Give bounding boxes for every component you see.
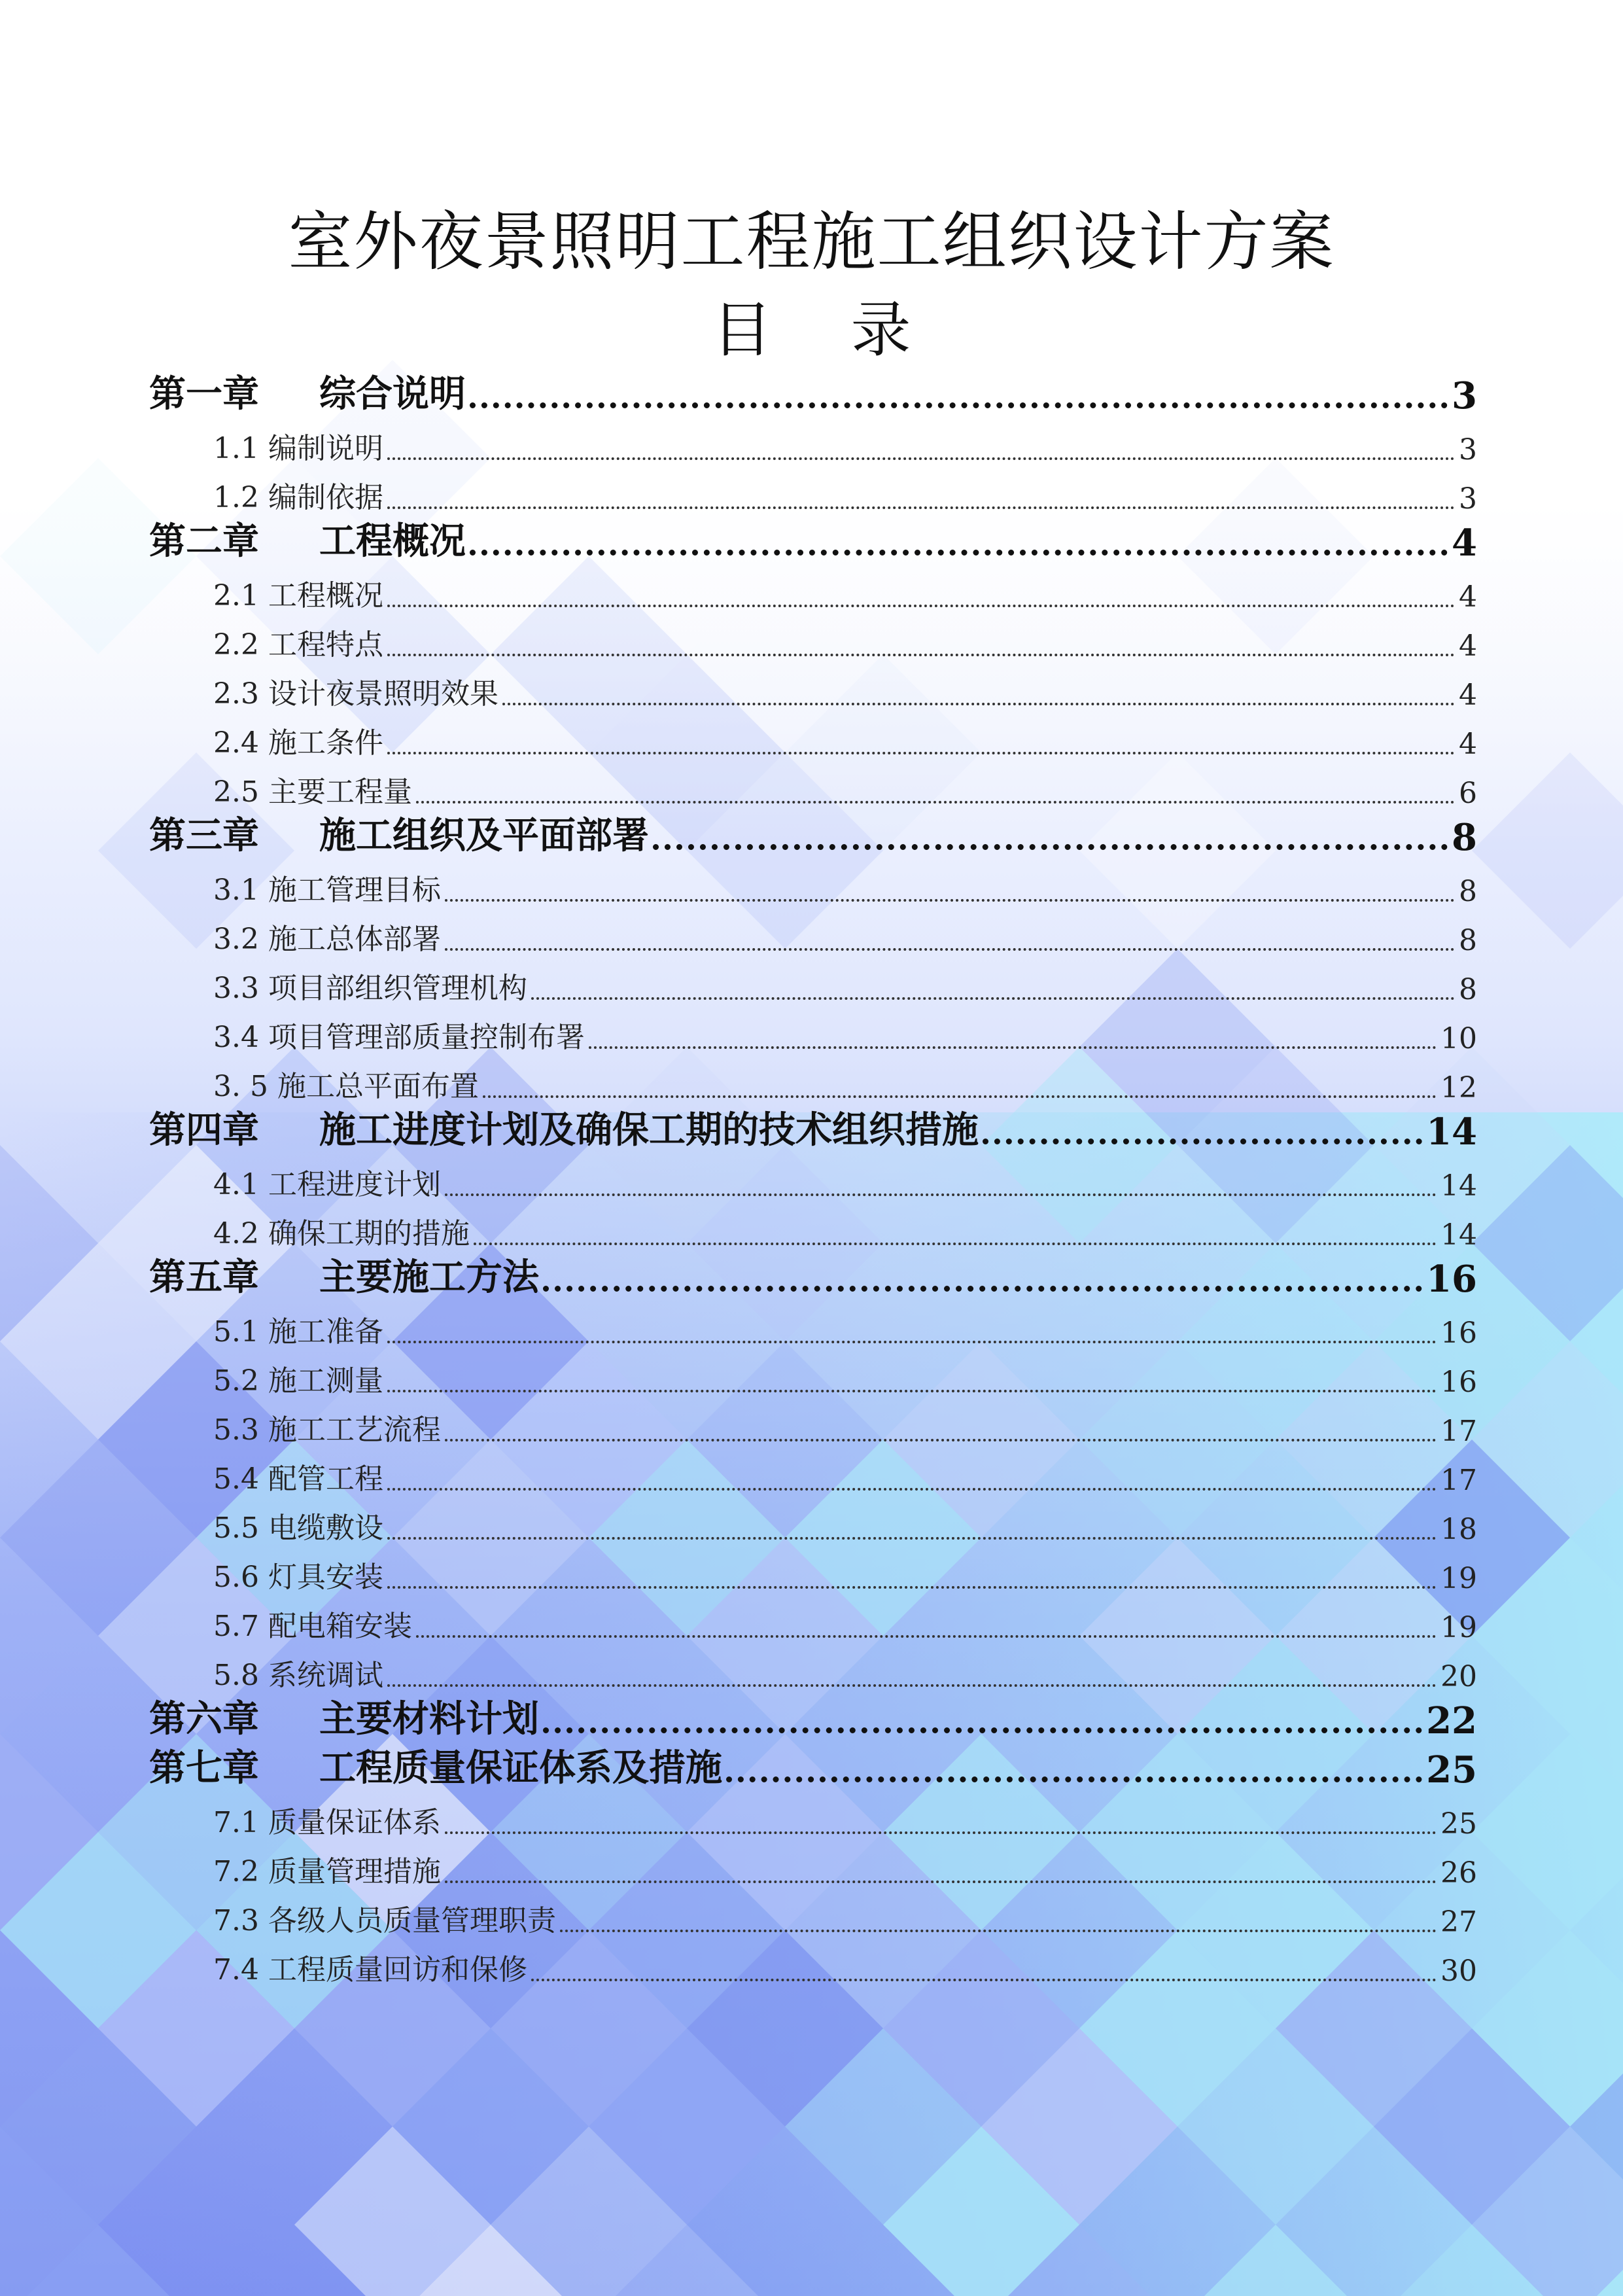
page-number: 12 <box>1440 1071 1477 1104</box>
section-title: 5.3 施工工艺流程 <box>213 1413 441 1447</box>
page-number: 25 <box>1440 1807 1477 1841</box>
dot-leader <box>543 1286 1422 1292</box>
dot-leader <box>470 550 1448 556</box>
chapter-number: 第五章 <box>149 1256 259 1299</box>
page-number: 8 <box>1452 816 1477 859</box>
section-title: 7.4 工程质量回访和保修 <box>213 1953 527 1987</box>
section-title: 7.1 质量保证体系 <box>213 1806 441 1839</box>
page-number: 3 <box>1459 433 1477 467</box>
dot-leader <box>445 1439 1437 1441</box>
dot-leader <box>387 457 1455 460</box>
page-number: 4 <box>1452 521 1477 565</box>
page-number: 4 <box>1459 728 1477 761</box>
page-number: 3 <box>1452 374 1477 417</box>
dot-leader <box>470 402 1448 408</box>
page-number: 22 <box>1426 1699 1477 1742</box>
toc-section-entry[interactable] <box>149 417 1477 467</box>
toc-heading-left: 目 <box>712 295 773 365</box>
section-title: 1.1 编制说明 <box>213 432 383 465</box>
page-number: 8 <box>1459 875 1477 908</box>
dot-leader <box>387 1684 1437 1687</box>
dot-leader <box>483 1095 1437 1098</box>
section-title: 2.1 工程概况 <box>213 579 383 612</box>
page-number: 3 <box>1459 482 1477 516</box>
toc-section-entry[interactable] <box>149 1546 1477 1595</box>
section-title: 3.1 施工管理目标 <box>213 874 441 907</box>
toc-section-entry[interactable] <box>149 467 1477 516</box>
section-title: 5.2 施工测量 <box>213 1364 383 1398</box>
toc-chapter-entry[interactable] <box>149 810 1477 859</box>
toc-section-entry[interactable] <box>149 1203 1477 1252</box>
toc-section-entry[interactable] <box>149 565 1477 614</box>
page-number: 4 <box>1459 629 1477 663</box>
toc-section-entry[interactable] <box>149 1350 1477 1399</box>
chapter-title: 综合说明 <box>319 372 466 415</box>
toc-section-entry[interactable] <box>149 1890 1477 1939</box>
toc-chapter-entry[interactable] <box>149 368 1477 417</box>
page-number: 6 <box>1459 777 1477 810</box>
toc-section-entry[interactable] <box>149 957 1477 1006</box>
section-title: 1.2 编制依据 <box>213 481 383 514</box>
chapter-title: 工程质量保证体系及措施 <box>319 1746 722 1790</box>
section-title: 4.2 确保工期的措施 <box>213 1217 470 1250</box>
toc-section-entry[interactable] <box>149 1497 1477 1546</box>
page-number: 27 <box>1440 1905 1477 1939</box>
page-number: 14 <box>1426 1110 1477 1154</box>
section-title: 2.5 主要工程量 <box>213 775 412 809</box>
chapter-title: 主要材料计划 <box>319 1697 539 1740</box>
chapter-number: 第一章 <box>149 372 259 415</box>
page-number: 17 <box>1440 1415 1477 1448</box>
toc-heading-right: 录 <box>850 295 911 365</box>
dot-leader <box>531 997 1455 1000</box>
section-title: 2.4 施工条件 <box>213 726 383 760</box>
chapter-title: 工程概况 <box>319 520 466 563</box>
toc-section-entry[interactable] <box>149 859 1477 908</box>
toc-section-entry[interactable] <box>149 614 1477 663</box>
dot-leader <box>416 801 1455 804</box>
dot-leader <box>387 506 1455 509</box>
toc-section-entry[interactable] <box>149 761 1477 810</box>
section-title: 7.2 质量管理措施 <box>213 1855 441 1888</box>
section-title: 5.7 配电箱安装 <box>213 1610 412 1643</box>
toc-section-entry[interactable] <box>149 1595 1477 1644</box>
page-number: 14 <box>1440 1169 1477 1203</box>
page-number: 30 <box>1440 1954 1477 1988</box>
toc-section-entry[interactable] <box>149 1301 1477 1350</box>
section-title: 4.1 工程进度计划 <box>213 1168 441 1201</box>
table-of-contents <box>149 368 1477 1988</box>
toc-chapter-entry[interactable] <box>149 1693 1477 1742</box>
toc-section-entry[interactable] <box>149 1399 1477 1448</box>
dot-leader <box>726 1776 1422 1782</box>
dot-leader <box>474 1243 1437 1245</box>
dot-leader <box>387 752 1455 754</box>
dot-leader <box>445 1831 1437 1834</box>
chapter-number: 第七章 <box>149 1746 259 1790</box>
page-number: 14 <box>1440 1218 1477 1252</box>
dot-leader <box>531 1979 1437 1981</box>
section-title: 3. 5 施工总平面布置 <box>213 1070 479 1103</box>
section-title: 2.2 工程特点 <box>213 628 383 662</box>
page-number: 25 <box>1426 1748 1477 1792</box>
chapter-number: 第二章 <box>149 520 259 563</box>
dot-leader <box>653 844 1448 850</box>
dot-leader <box>387 1488 1437 1491</box>
toc-section-entry[interactable] <box>149 663 1477 712</box>
section-title: 5.8 系统调试 <box>213 1659 383 1692</box>
section-title: 5.1 施工准备 <box>213 1315 383 1349</box>
section-title: 5.5 电缆敷设 <box>213 1511 383 1545</box>
dot-leader <box>983 1139 1422 1144</box>
page-number: 26 <box>1440 1856 1477 1890</box>
toc-heading <box>0 288 1623 373</box>
chapter-title: 施工组织及平面部署 <box>319 814 649 857</box>
page-number: 16 <box>1440 1366 1477 1399</box>
toc-chapter-entry[interactable] <box>149 1252 1477 1301</box>
dot-leader <box>445 899 1455 902</box>
toc-section-entry[interactable] <box>149 1154 1477 1203</box>
section-title: 2.3 设计夜景照明效果 <box>213 677 498 711</box>
page-number: 8 <box>1459 973 1477 1006</box>
document-title: 室外夜景照明工程施工组织设计方案 <box>288 205 1335 279</box>
dot-leader <box>387 654 1455 656</box>
dot-leader <box>387 1341 1437 1343</box>
section-title: 3.2 施工总体部署 <box>213 923 441 956</box>
dot-leader <box>416 1635 1437 1638</box>
page-number: 16 <box>1440 1316 1477 1350</box>
dot-leader <box>560 1930 1437 1932</box>
page-number: 17 <box>1440 1464 1477 1497</box>
section-title: 7.3 各级人员质量管理职责 <box>213 1904 556 1937</box>
toc-section-entry[interactable] <box>149 1006 1477 1055</box>
toc-chapter-entry[interactable] <box>149 1742 1477 1792</box>
dot-leader <box>543 1727 1422 1733</box>
section-title: 5.6 灯具安装 <box>213 1561 383 1594</box>
chapter-number: 第三章 <box>149 814 259 857</box>
section-title: 3.4 项目管理部质量控制布署 <box>213 1021 585 1054</box>
toc-section-entry[interactable] <box>149 1644 1477 1693</box>
dot-leader <box>387 1537 1437 1540</box>
dot-leader <box>445 1193 1437 1196</box>
toc-chapter-entry[interactable] <box>149 516 1477 565</box>
page-number: 8 <box>1459 924 1477 957</box>
dot-leader <box>445 1881 1437 1883</box>
page-number: 19 <box>1440 1562 1477 1595</box>
page-number: 4 <box>1459 679 1477 712</box>
page-number: 10 <box>1440 1022 1477 1055</box>
toc-section-entry[interactable] <box>149 908 1477 957</box>
page-number: 18 <box>1440 1513 1477 1546</box>
toc-section-entry[interactable] <box>149 1939 1477 1988</box>
toc-section-entry[interactable] <box>149 1792 1477 1841</box>
chapter-number: 第四章 <box>149 1108 259 1152</box>
chapter-title: 施工进度计划及确保工期的技术组织措施 <box>319 1108 979 1152</box>
toc-chapter-entry[interactable] <box>149 1104 1477 1154</box>
page-number: 16 <box>1426 1258 1477 1301</box>
page-number: 20 <box>1440 1660 1477 1693</box>
toc-section-entry[interactable] <box>149 712 1477 761</box>
dot-leader <box>387 605 1455 607</box>
dot-leader <box>387 1586 1437 1589</box>
toc-section-entry[interactable] <box>149 1055 1477 1104</box>
dot-leader <box>445 948 1455 951</box>
chapter-number: 第六章 <box>149 1697 259 1740</box>
dot-leader <box>589 1046 1437 1049</box>
page-number: 4 <box>1459 580 1477 614</box>
page-number: 19 <box>1440 1611 1477 1644</box>
dot-leader <box>387 1390 1437 1392</box>
dot-leader <box>502 703 1455 705</box>
section-title: 5.4 配管工程 <box>213 1462 383 1496</box>
section-title: 3.3 项目部组织管理机构 <box>213 972 527 1005</box>
chapter-title: 主要施工方法 <box>319 1256 539 1299</box>
toc-section-entry[interactable] <box>149 1841 1477 1890</box>
toc-section-entry[interactable] <box>149 1448 1477 1497</box>
